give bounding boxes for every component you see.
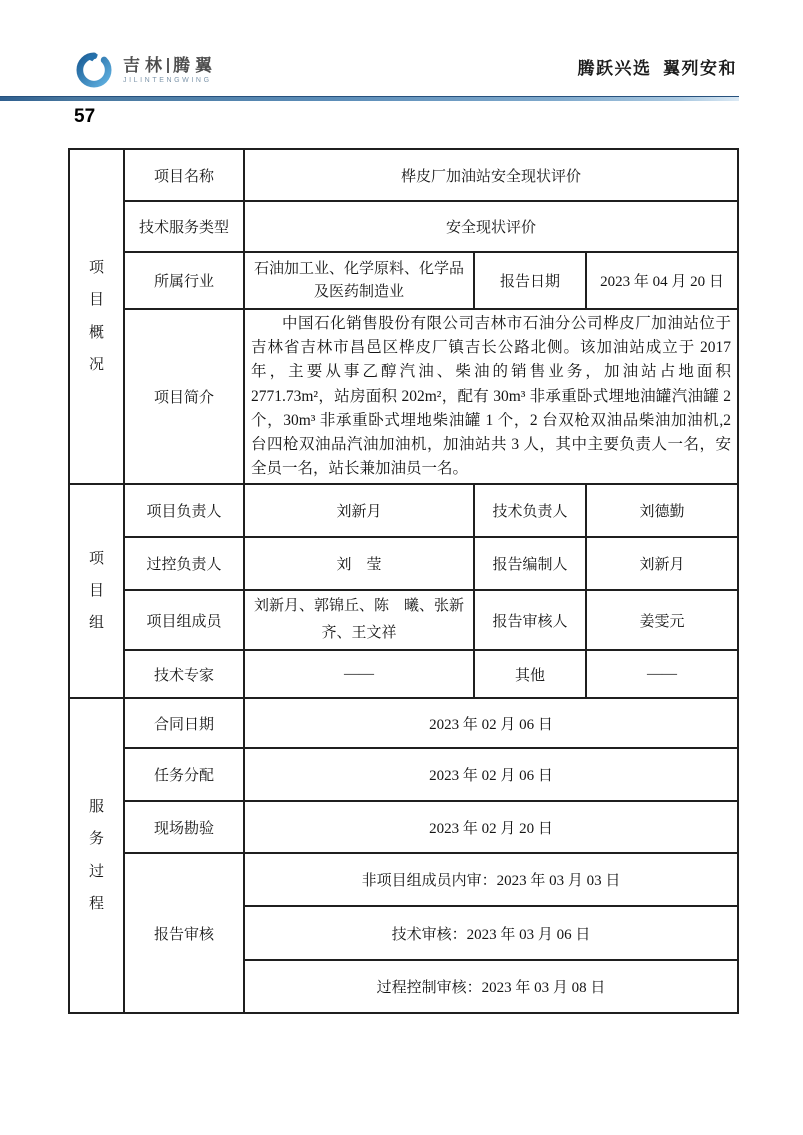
team-row-value: —— — [244, 650, 474, 698]
section-label-process — [69, 698, 124, 1013]
logo-divider — [167, 58, 169, 73]
team-row-value: 刘德勤 — [586, 484, 738, 537]
brief-label: 项目简介 — [124, 309, 244, 484]
section-label-overview — [69, 149, 124, 484]
service-type-value: 安全现状评价 — [244, 201, 738, 252]
team-row-value: 刘新月 — [244, 484, 474, 537]
team-row-value: 刘 莹 — [244, 537, 474, 590]
process-row-label: 合同日期 — [124, 698, 244, 748]
review-item: 技术审核：2023 年 03 月 06 日 — [244, 906, 738, 960]
team-row-value: 刘新月 — [586, 537, 738, 590]
section-label-overview-text: 项目概况 — [88, 260, 104, 373]
team-row-label: 技术专家 — [124, 650, 244, 698]
industry-label: 所属行业 — [124, 252, 244, 309]
team-row-label: 报告编制人 — [474, 537, 586, 590]
service-type-label: 技术服务类型 — [124, 201, 244, 252]
project-name-value: 桦皮厂加油站安全现状评价 — [244, 149, 738, 201]
report-date-value: 2023 年 04 月 20 日 — [586, 252, 738, 309]
logo-cn-right: 腾翼 — [173, 55, 217, 75]
team-row-label: 报告审核人 — [474, 590, 586, 650]
header-rule — [0, 96, 739, 101]
team-row-label: 过控负责人 — [124, 537, 244, 590]
process-row-value: 2023 年 02 月 06 日 — [244, 748, 738, 801]
team-row-label: 其他 — [474, 650, 586, 698]
review-item: 过程控制审核：2023 年 03 月 08 日 — [244, 960, 738, 1013]
process-row-value: 2023 年 02 月 06 日 — [244, 698, 738, 748]
report-date-label: 报告日期 — [474, 252, 586, 309]
project-info-table — [68, 148, 739, 1014]
review-label: 报告审核 — [124, 853, 244, 1013]
logo-subtitle: JILINTENGWING — [123, 76, 212, 84]
process-row-value: 2023 年 02 月 20 日 — [244, 801, 738, 853]
header-slogan: 腾跃兴选 翼列安和 — [577, 59, 737, 78]
team-members-value: 刘新月、郭锦丘、陈 曦、张新齐、王文祥 — [244, 590, 474, 650]
brief-value-cell — [244, 309, 738, 484]
review-item: 非项目组成员内审：2023 年 03 月 03 日 — [244, 853, 738, 906]
industry-value: 石油加工业、化学原料、化学品及医药制造业 — [244, 252, 474, 309]
logo-swirl-icon — [74, 50, 114, 90]
company-logo — [74, 50, 217, 90]
project-name-label: 项目名称 — [124, 149, 244, 201]
section-label-team-text: 项目组 — [88, 550, 104, 632]
team-row-label: 项目负责人 — [124, 484, 244, 537]
section-label-process-text: 服务过程 — [88, 799, 104, 912]
team-row-value: 姜雯元 — [586, 590, 738, 650]
team-row-label: 项目组成员 — [124, 590, 244, 650]
logo-text — [123, 57, 217, 84]
team-row-value: —— — [586, 650, 738, 698]
logo-cn-left: 吉林 — [123, 55, 167, 75]
process-row-label: 现场勘验 — [124, 801, 244, 853]
logo-cn — [123, 57, 217, 74]
team-row-label: 技术负责人 — [474, 484, 586, 537]
page-number: 57 — [74, 106, 96, 127]
section-label-team — [69, 484, 124, 698]
process-row-label: 任务分配 — [124, 748, 244, 801]
brief-value: 中国石化销售股份有限公司吉林市石油分公司桦皮厂加油站位于吉林省吉林市昌邑区桦皮厂镇吉长公路北侧。该加油站成立于 2017 年，主要从事乙醇汽油、柴油的销售业务，加油站占地面积 2771.73m²，站房面积 202m²，配有 30m³ 非承重卧式埋地油罐汽油罐 2 个，30m³ 非承重卧式埋地柴油罐 1 个，2 台双枪双油品柴油加油机,2 台四枪双油品汽油加油机，加油站共 3 人，其中主要负责人一名，安全员一名，站长兼加油员一名。 — [251, 315, 731, 478]
